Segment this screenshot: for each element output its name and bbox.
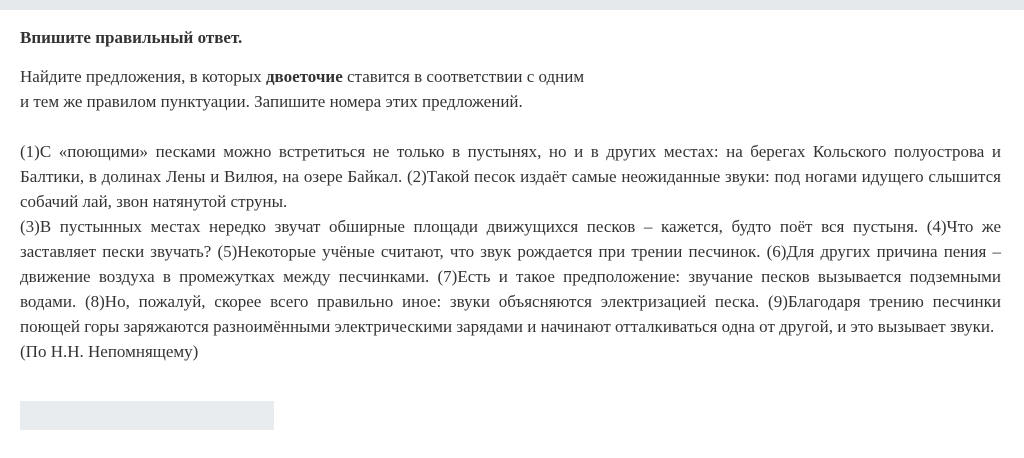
- text-paragraph-1: (1)С «поющими» песками можно встретиться не только в пустынях, но и в других местах: на берегах Кольского полуострова и Балтики, в долинах Лены и Вилюя, на озере Байкал. (2)Такой песок издаёт самые неожиданные звуки: под ногами идущего слышится собачий лай, звон натянутой струны.: [20, 142, 1001, 211]
- text-source: (По Н.Н. Непомнящему): [20, 342, 199, 361]
- task-keyword: двоеточие: [265, 67, 343, 86]
- task-content: [20, 26, 1001, 364]
- task-description: [20, 64, 1001, 114]
- task-line-1-after: ставится в соответствии с одним: [342, 67, 585, 86]
- task-line-1: [20, 64, 1001, 89]
- top-bar: [0, 0, 1024, 10]
- source-text: [20, 139, 1001, 364]
- answer-input[interactable]: [20, 401, 274, 430]
- instruction-heading: Впишите правильный ответ.: [20, 28, 243, 47]
- text-paragraph-2: (3)В пустынных местах нередко звучат обширные площади движущихся песков – кажется, будто поёт вся пустыня. (4)Что же заставляет пески звучать? (5)Некоторые учёные считают, что звук рождается при трении песчинок. (6)Для других причина пения – движение воздуха в промежутках между песчинками. (7)Есть и такое предположение: звучание песков вызывается подземными водами. (8)Но, пожалуй, скорее всего правильно иное: звуки объясняются электризацией песка. (9)Благодаря трению песчинки поющей горы заряжаются разноимёнными электрическими зарядами и начинают отталкиваться одна от другой, и это вызывает звуки.: [20, 217, 1001, 336]
- task-line-2: и тем же правилом пунктуации. Запишите номера этих предложений.: [20, 92, 523, 111]
- task-line-1-before: Найдите предложения, в которых: [20, 67, 266, 86]
